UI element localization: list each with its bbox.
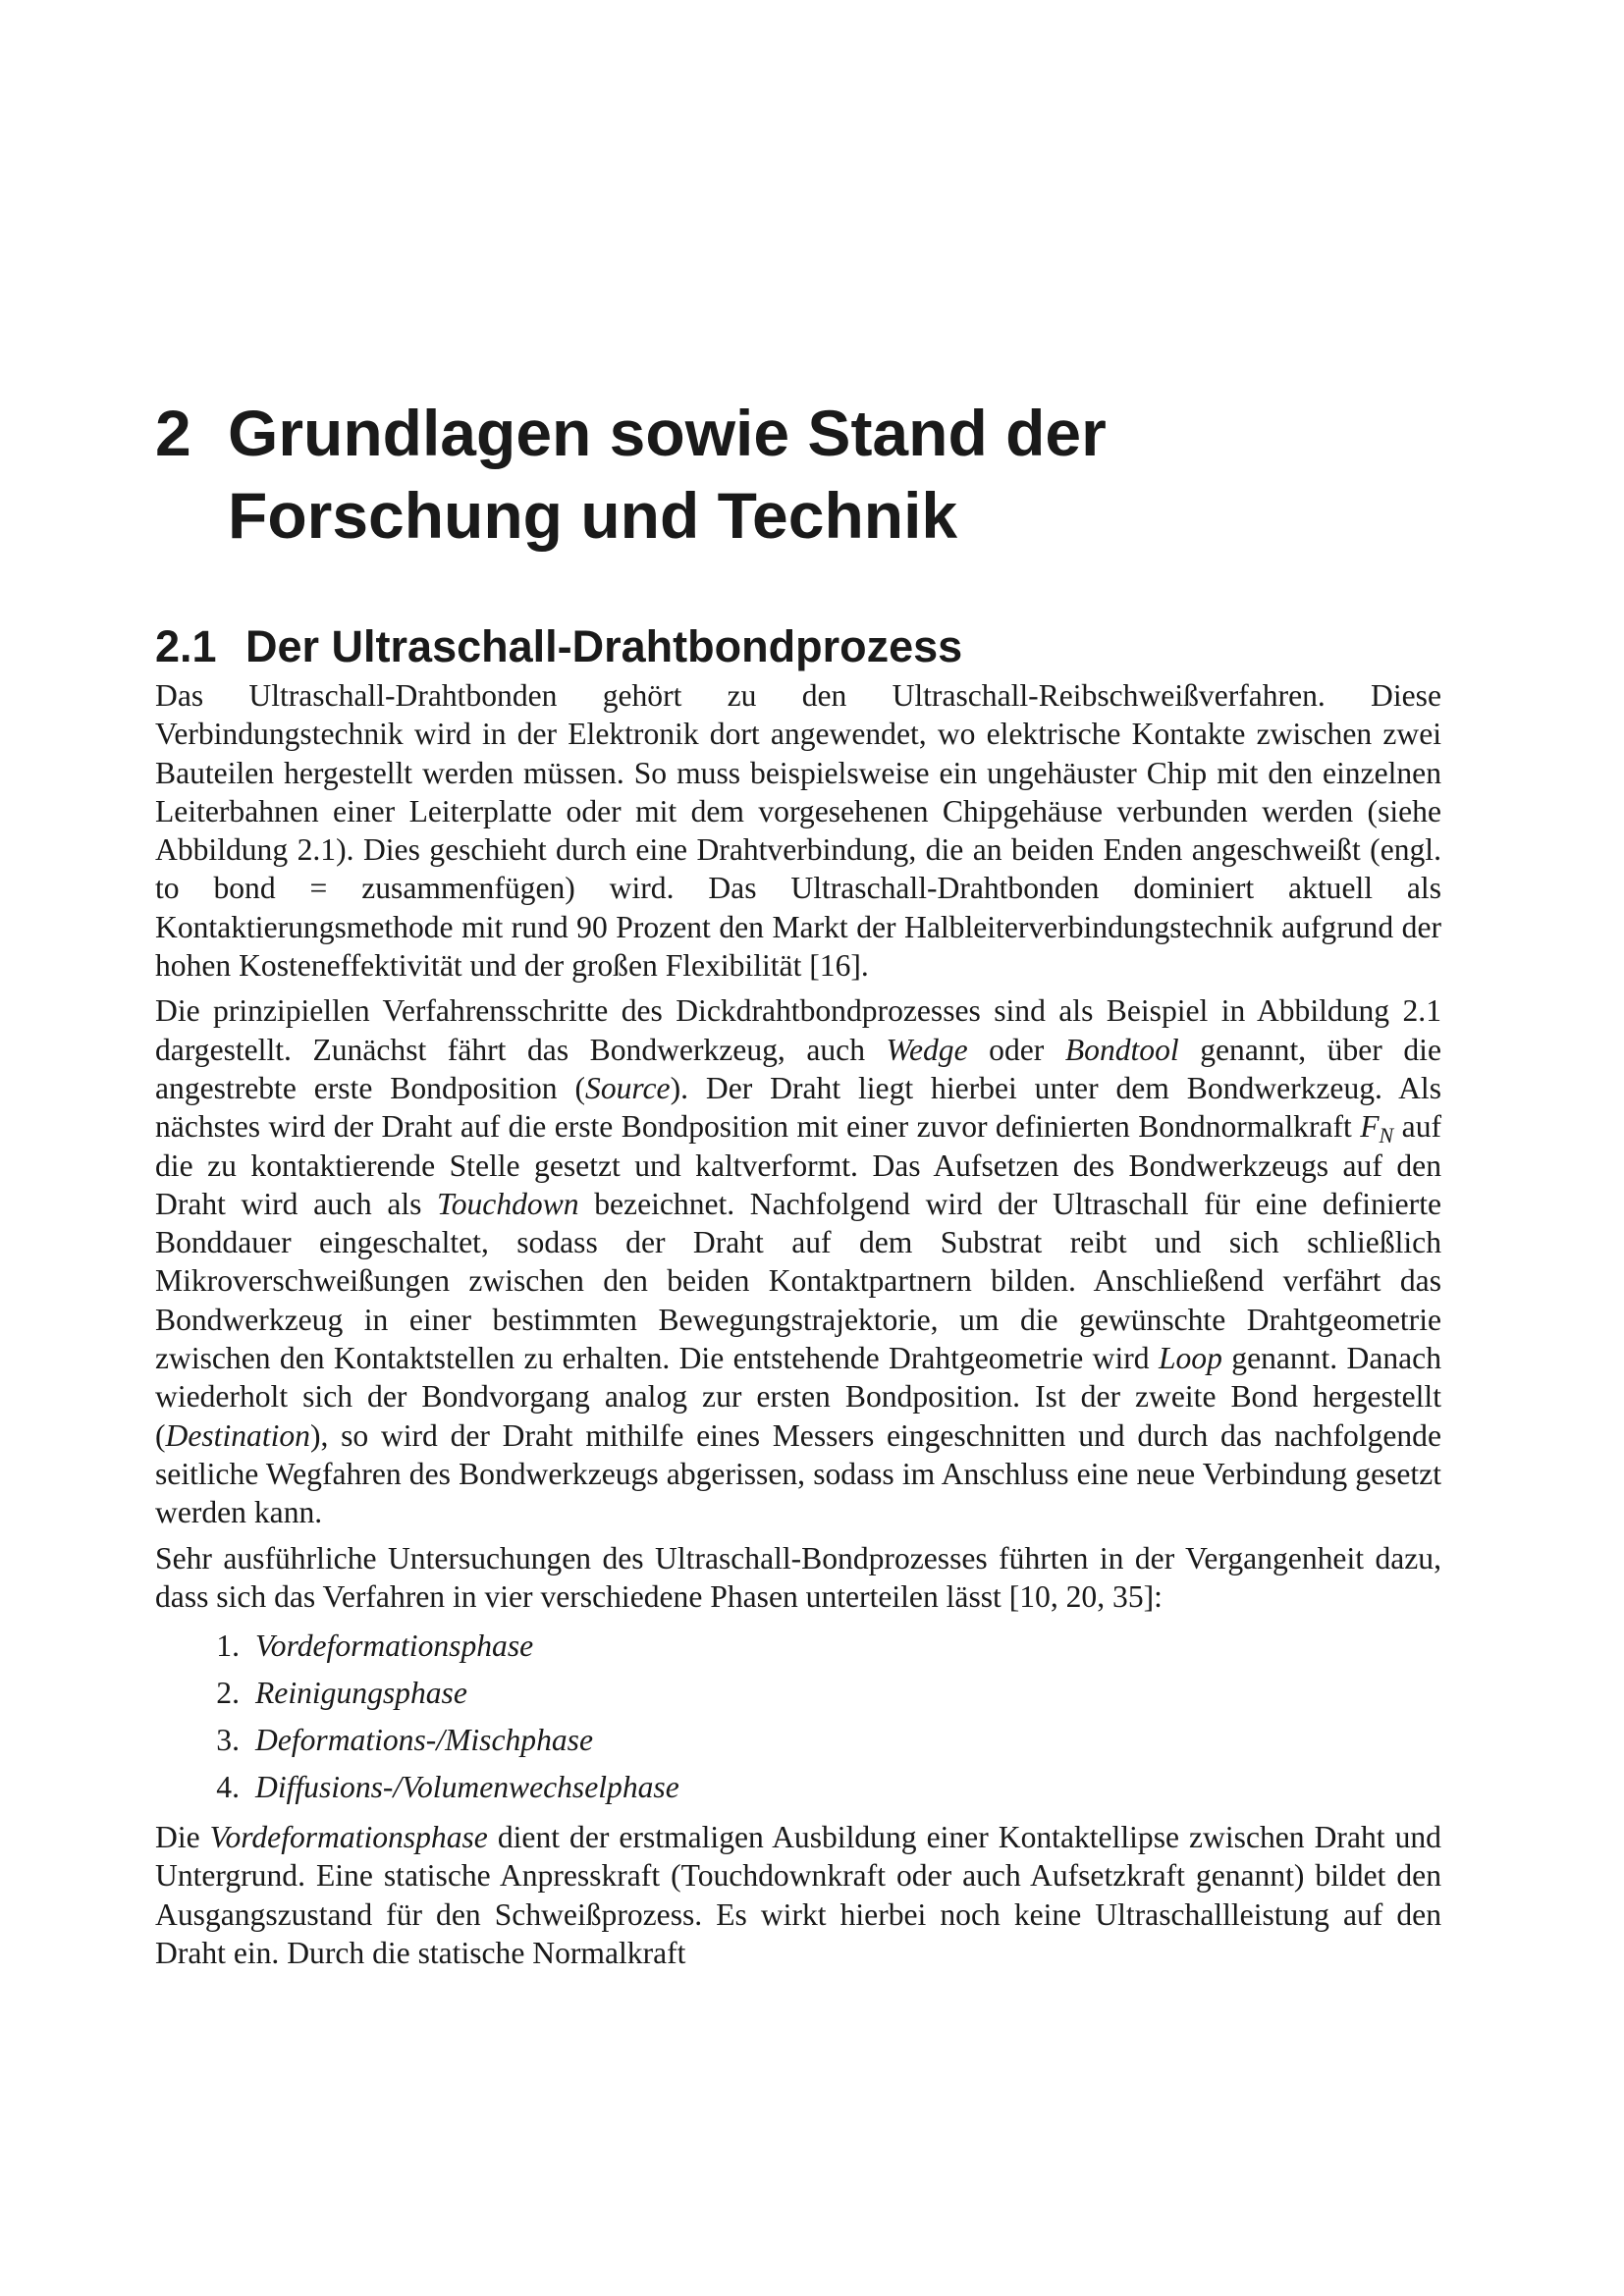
section-number: 2.1 [155,621,217,672]
phase-list [155,1623,1441,1811]
list-item [155,1670,1441,1717]
text-run: ). Der Draht liegt hierbei unter dem Bondwerkzeug. Als nächstes wird der Draht auf die erste Bondposition mit einer zuvor definierten Bondnormalkraft [155,1070,1441,1145]
section-title: Der Ultraschall-Drahtbondprozess [245,621,963,672]
list-item-label: Vordeformationsphase [255,1629,534,1664]
term-wedge: Wedge [886,1032,968,1067]
body-text [155,676,1441,1979]
list-item-label: Diffusions-/Volumenwechselphase [255,1770,679,1805]
list-item [155,1717,1441,1764]
list-item-label: Reinigungsphase [255,1676,467,1711]
term-bondtool: Bondtool [1064,1032,1179,1067]
chapter-title-line-1: Grundlagen sowie Stand der [228,397,1107,470]
list-item [155,1764,1441,1811]
paragraph-vordeformation [155,1818,1441,1972]
list-item-number: 2. [216,1676,240,1711]
text-run: genannt, über die angestrebte erste Bondposition ( [155,1032,1441,1105]
list-item-label: Deformations-/Mischphase [255,1723,593,1758]
list-item-number: 4. [216,1770,240,1805]
text-run: ), so wird der Draht mithilfe eines Messers eingeschnitten und durch das nachfolgende seitliche Wegfahren des Bondwerkzeugs abgerissen, sodass im Anschluss eine neue Verbindung gesetzt werden kann. [155,1417,1441,1530]
text-run: genannt. Danach wiederholt sich der Bondvorgang analog zur ersten Bondposition. Ist der zweite Bond hergestellt ( [155,1341,1442,1453]
chapter-number: 2 [155,397,191,470]
list-item [155,1623,1441,1670]
term-source: Source [585,1070,671,1105]
text-run: oder [989,1032,1045,1067]
term-destination: Destination [165,1417,310,1453]
paragraph-phases-intro: Sehr ausführliche Untersuchungen des Ultraschall-Bondprozesses führten in der Vergangenheit dazu, dass sich das Verfahren in vier verschiedene Phasen unterteilen lässt [10, 20, 35]: [155,1540,1441,1614]
paragraph-process-steps [155,991,1441,1531]
symbol-f-subscript: N [1379,1123,1394,1148]
paragraph-intro: Das Ultraschall-Drahtbonden gehört zu den Ultraschall-Reibschweißverfahren. Diese Verbindungstechnik wird in der Elektronik dort angewendet, wo elektrische Kontakte zwischen zwei Bauteilen hergestellt werden müssen. So muss beispielsweise ein ungehäuster Chip mit den einzelnen Leiterbahnen einer Leiterplatte oder mit dem vorgesehenen Chipgehäuse verbunden werden (siehe Abbildung 2.1). Dies geschieht durch eine Drahtverbindung, die an beiden Enden angeschweißt (engl. to bond = zusammenfügen) wird. Das Ultraschall-Drahtbonden dominiert aktuell als Kontaktierungsmethode mit rund 90 Prozent den Markt der Halbleiterverbindungstechnik aufgrund der hohen Kosteneffektivität und der großen Flexibilität [16]. [155,678,1441,984]
text-run: Die [155,1820,200,1855]
term-loop: Loop [1158,1341,1222,1376]
symbol-force [1360,1109,1394,1148]
symbol-f: F [1360,1109,1380,1145]
chapter-heading [155,392,1441,557]
text-run: auf die zu kontaktierende Stelle gesetzt und kaltverformt. Das Aufsetzen des Bondwerkzeugs auf den Draht wird auch als [155,1109,1442,1221]
text-run: dient der erstmaligen Ausbildung einer Kontaktellipse zwischen Draht und Untergrund. Eine statische Anpresskraft (Touchdownkraft oder auch Aufsetzkraft genannt) bildet den Ausgangszustand für den Schweißprozess. Es wirkt hierbei noch keine Ultraschallleistung auf den Draht ein. Durch die statische Normalkraft [155,1820,1441,1971]
term-vordeformationsphase: Vordeformationsphase [209,1820,488,1855]
list-item-number: 1. [216,1629,240,1664]
chapter-title-line-2: Forschung und Technik [228,479,958,553]
term-touchdown: Touchdown [437,1186,579,1221]
text-run: Die prinzipiellen Verfahrensschritte des Dickdrahtbondprozesses sind als Beispiel in Abbildung 2.1 dargestellt. Zunächst fährt das Bondwerkzeug, auch [155,993,1441,1067]
text-run: bezeichnet. Nachfolgend wird der Ultraschall für eine definierte Bonddauer eingeschaltet, sodass der Draht auf dem Substrat reibt und sich schließlich Mikroverschweißungen zwischen den beiden Kontaktpartnern bilden. Anschließend verfährt das Bondwerkzeug in einer bestimmten Bewegungstrajektorie, um die gewünschte Drahtgeometrie zwischen den Kontaktstellen zu erhalten. Die entstehende Drahtgeometrie wird [155,1186,1442,1376]
section-heading [155,617,962,676]
list-item-number: 3. [216,1723,240,1758]
chapter-title [228,392,1107,557]
